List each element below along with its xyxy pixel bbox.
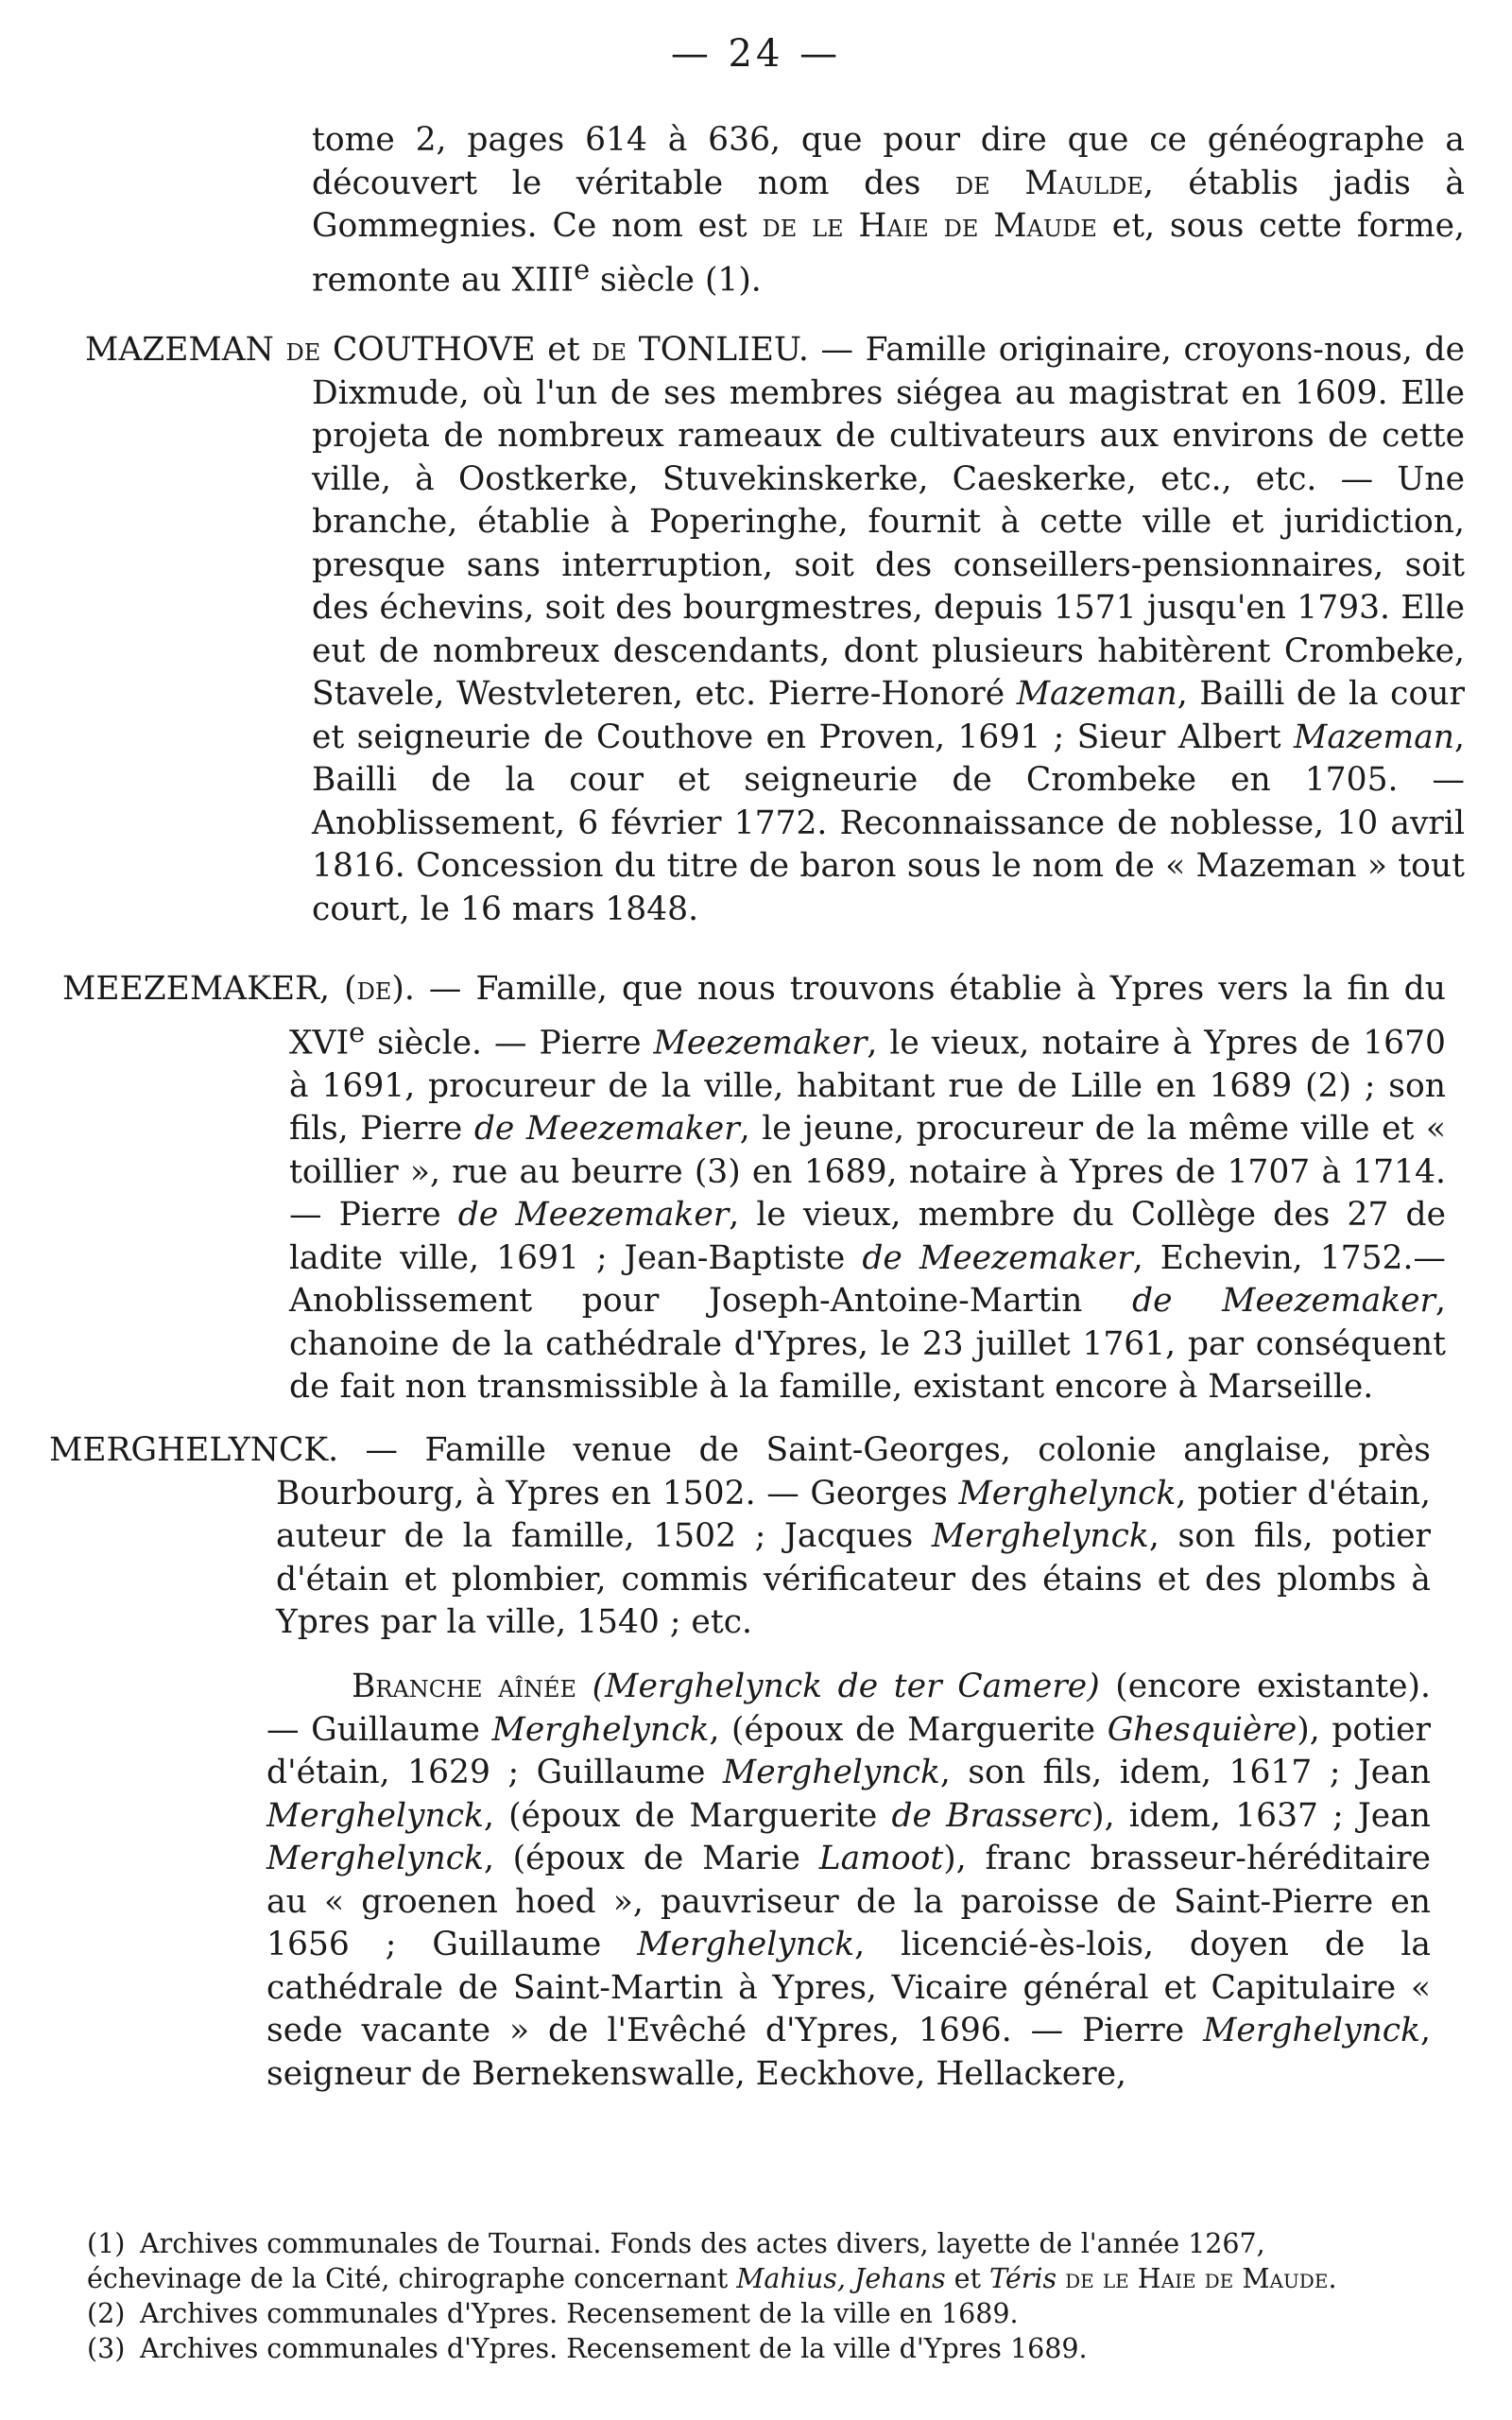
entry-heading: MERGHELYNCK bbox=[49, 1431, 329, 1469]
entry-meezemaker: MEEZEMAKER, (de). — Famille, que nous trouvons établie à Ypres vers la fin du XVIe siècle. — Pierre Meezemaker, le vieux, notaire à Ypres de 1670 à 1691, procureur de la ville, habitant rue de Lille en 1689 (2) ; son fils, Pierre de Meezemaker, le jeune, procureur de la même ville et « toillier », rue au beurre (3) en 1689, notaire à Ypres de 1707 à 1714. — Pierre de Meezemaker, le vieux, membre du Collège des 27 de ladite ville, 1691 ; Jean-Baptiste de Meezemaker, Echevin, 1752.—Anoblissement pour Joseph-Antoine-Martin de Meezemaker, chanoine de la cathédrale d'Ypres, le 23 juillet 1761, par conséquent de fait non transmissible à la famille, existant encore à Marseille. bbox=[62, 970, 1447, 1406]
footnote-3: (3) Archives communales d'Ypres. Recensement de la ville d'Ypres 1689. bbox=[87, 2333, 1088, 2364]
paragraph-intro: tome 2, pages 614 à 636, que pour dire que ce généographe a découvert le véritable nom des de Maulde, établis jadis à Gommegnies. Ce nom est de le Haie de Maude et, sous cette forme, remonte au XIIIe siècle (1). bbox=[312, 121, 1465, 299]
paragraph-branche-ainee: Branche aînée (Merghelynck de ter Camere) (encore existante). — Guillaume Merghelynck, (époux de Marguerite Ghesquière), potier d'étain, 1629 ; Guillaume Merghelynck, son fils, idem, 1617 ; Jean Merghelynck, (époux de Marguerite de Brasserc), idem, 1637 ; Jean Merghelynck, (époux de Marie Lamoot), franc brasseur-héréditaire au « groenen hoed », pauvriseur de la paroisse de Saint-Pierre en 1656 ; Guillaume Merghelynck, licencié-ès-lois, doyen de la cathédrale de Saint-Martin à Ypres, Vicaire général et Capitulaire « sede vacante » de l'Evêché d'Ypres, 1696. — Pierre Merghelynck, seigneur de Bernekenswalle, Eeckhove, Hellackere, bbox=[266, 1668, 1432, 2093]
footnote-2: (2) Archives communales d'Ypres. Recensement de la ville en 1689. bbox=[87, 2298, 1019, 2329]
footnote-1: (1) Archives communales de Tournai. Fonds des actes divers, layette de l'année 1267, échevinage de la Cité, chirographe concernant Mahius, Jehans et Téris de le Haie de Maude. bbox=[87, 2228, 1337, 2294]
page-number: — 24 — bbox=[670, 32, 842, 76]
entry-heading: MEEZEMAKER, bbox=[62, 970, 345, 1008]
footnotes bbox=[40, 2226, 1400, 2366]
entry-heading: MAZEMAN bbox=[85, 331, 286, 369]
entry-merghelynck: MERGHELYNCK. — Famille venue de Saint-Georges, colonie anglaise, près Bourbourg, à Ypres en 1502. — Georges Merghelynck, potier d'étain, auteur de la famille, 1502 ; Jacques Merghelynck, son fils, potier d'étain et plombier, commis vérificateur des étains et des plombs à Ypres par la ville, 1540 ; etc. bbox=[49, 1431, 1431, 1641]
entry-mazeman: MAZEMAN de COUTHOVE et de TONLIEU. — Famille originaire, croyons-nous, de Dixmude, où l'un de ses membres siégea au magistrat en 1609. Elle projeta de nombreux rameaux de cultivateurs aux environs de cette ville, à Oostkerke, Stuvekinskerke, Caeskerke, etc., etc. — Une branche, établie à Poperinghe, fournit à cette ville et juridiction, presque sans interruption, soit des conseillers-pensionnaires, soit des échevins, soit des bourgmestres, depuis 1571 jusqu'en 1793. Elle eut de nombreux descendants, dont plusieurs habitèrent Crombeke, Stavele, Westvleteren, etc. Pierre-Honoré Mazeman, Bailli de la cour et seigneurie de Couthove en Proven, 1691 ; Sieur Albert Mazeman, Bailli de la cour et seigneurie de Crombeke en 1705. — Anoblissement, 6 février 1772. Reconnaissance de noblesse, 10 avril 1816. Concession du titre de baron sous le nom de « Mazeman » tout court, le 16 mars 1848. bbox=[85, 331, 1466, 928]
